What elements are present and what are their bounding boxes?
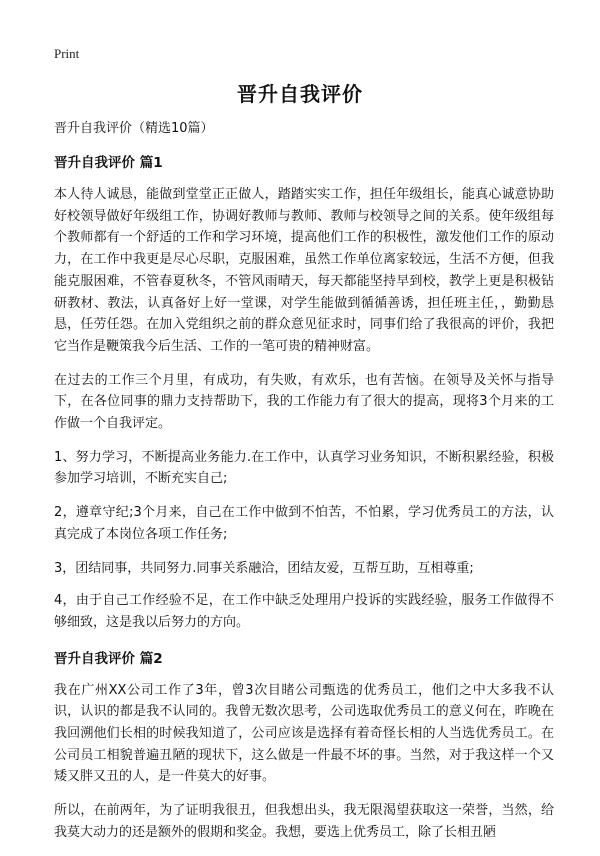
paragraph: 在过去的工作三个月里，有成功，有失败，有欢乐，也有苦恼。在领导及关怀与指导下，在各位同事的鼎力支持帮助下，我的工作能力有了很大的提高，现将3个月来的工作做一个自我评定。 [54,372,554,432]
page-title: 晋升自我评价 [237,82,363,106]
paragraph: 2，遵章守纪;3个月来，自己在工作中做到不怕苦，不怕累，学习优秀员工的方法，认真完成了本岗位各项工作任务; [54,505,554,542]
section-2 [54,648,554,844]
print-link[interactable]: Print [54,46,80,61]
section-1 [54,152,554,634]
paragraph: 3，团结同事，共同努力.同事关系融洽，团结友爱，互帮互助，互相尊重; [54,560,474,576]
paragraph: 4，由于自己工作经验不足，在工作中缺乏处理用户投诉的实践经验，服务工作做得不够细致，这是我以后努力的方向。 [54,593,554,630]
paragraph: 所以，在前两年，为了证明我很丑，但我想出头，我无限渴望获取这一荣誉，当然，给我莫大动力的还是额外的假期和奖金。我想，要选上优秀员工，除了长相丑陋 [54,803,554,840]
section-heading: 晋升自我评价 篇2 [54,650,163,667]
paragraph: 我在广州XX公司工作了3年，曾3次目睹公司甄选的优秀员工，他们之中大多我不认识，认识的都是我不认同的。我曾无数次思考，公司选取优秀员工的意义何在，昨晚在我回溯他们长相的时候我知道了，公司应该是选择有着奇怪长相的人当选优秀员工。在公司员工相貌普遍丑陋的现状下，这么做是一件最不坏的事。当然，对于我这样一个又矮又胖又丑的人，是一件莫大的好事。 [54,682,554,785]
paragraph: 本人待人诚恳，能做到堂堂正正做人，踏踏实实工作，担任年级组长，能真心诚意协助好校领导做好年级组工作，协调好教师与教师、教师与校领导之间的关系。使年级组每个教师都有一个舒适的工作和学习环境，提高他们工作的积极性，激发他们工作的原动力，在工作中我更是尽心尽职，克服困难，虽然工作单位离家较远，生活不方便，但我能克服困难，不管春夏秋冬，不管风雨晴天，每天都能坚持早到校，教学上更是积极钻研教材、教法，认真备好上好一堂课，对学生能做到循循善诱，担任班主任，，勤勤恳恳，任劳任怨。在加入党组织之前的群众意见征求时，同事们给了我很高的评价，我把它当作是鞭策我今后生活、工作的一笔可贵的精神财富。 [54,187,554,354]
document-body [54,118,554,856]
paragraph: 1、努力学习，不断提高业务能力.在工作中，认真学习业务知识，不断积累经验，积极参加学习培训，不断充实自己; [54,449,554,487]
document-subtitle: 晋升自我评价（精选10篇） [54,121,214,136]
section-heading: 晋升自我评价 篇1 [54,155,163,171]
